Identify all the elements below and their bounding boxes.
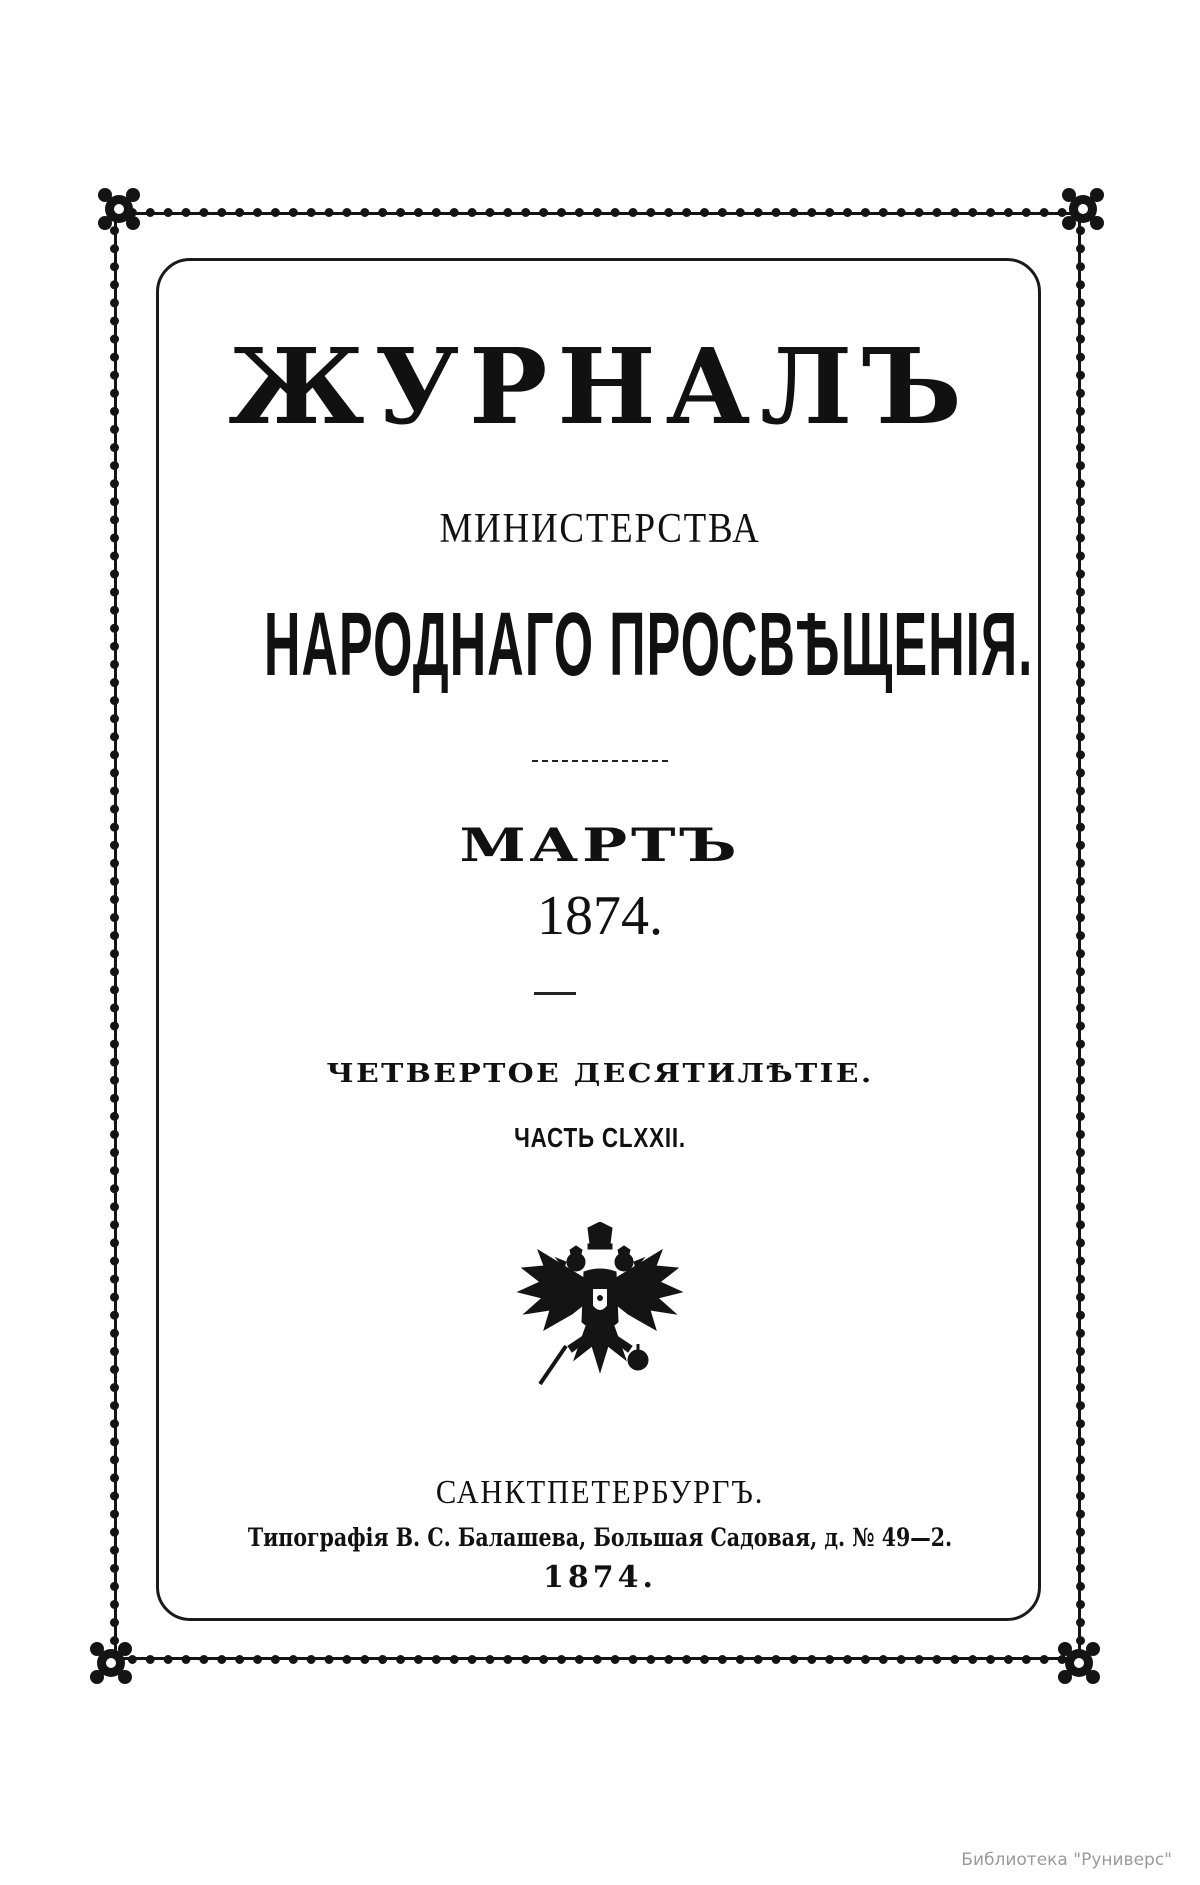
library-watermark: Библиотека "Руниверс" — [961, 1850, 1172, 1870]
ministry-name: НАРОДНАГО ПРОСВѢЩЕНІЯ. — [264, 595, 1034, 695]
imprint-city: САНКТПЕТЕРБУРГЪ. — [435, 1474, 765, 1511]
corner-ornament-icon — [96, 186, 142, 232]
series-decade: ЧЕТВЕРТОЕ ДЕСЯТИЛѢТІЕ. — [326, 1059, 874, 1089]
corner-ornament-icon — [88, 1640, 134, 1686]
corner-ornament-icon — [1056, 1640, 1102, 1686]
series-part: ЧАСТЬ CLXXII. — [514, 1122, 686, 1153]
issue-year: 1874. — [537, 885, 663, 947]
imprint-year: 1874. — [543, 1560, 657, 1595]
double-headed-eagle-icon — [514, 1222, 686, 1394]
issue-month: МАРТЪ — [459, 818, 741, 872]
divider-rule — [532, 760, 668, 762]
corner-ornament-icon — [1060, 186, 1106, 232]
short-divider-rule — [534, 992, 576, 995]
imprint-printer: Типографія В. С. Балашева, Большая Садовая, д. № 49—2. — [247, 1523, 953, 1552]
journal-title: ЖУРНАЛЪ — [228, 325, 972, 448]
ministry-line: МИНИСТЕРСТВА — [439, 506, 761, 552]
